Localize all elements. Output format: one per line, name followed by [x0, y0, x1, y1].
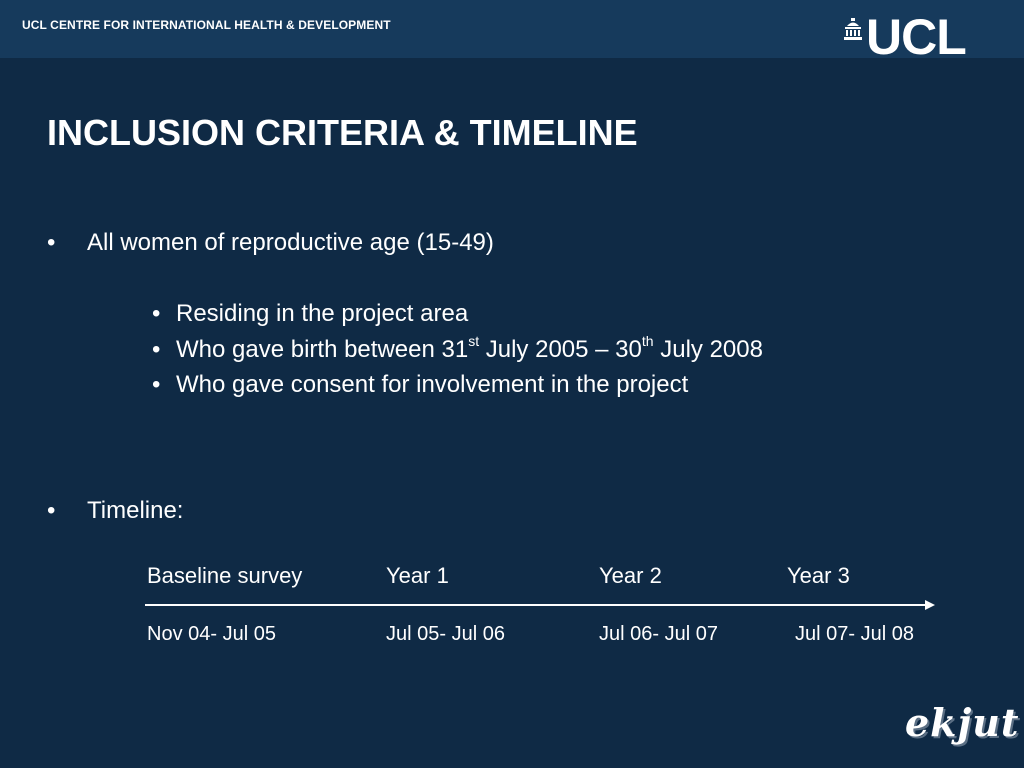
bullet-dot: • — [47, 229, 56, 256]
slide-title: INCLUSION CRITERIA & TIMELINE — [47, 112, 638, 153]
bullet-text: All women of reproductive age (15-49) — [87, 229, 494, 256]
timeline-date-year2: Jul 06- Jul 07 — [599, 623, 718, 645]
sub-bullet-text-post: July 2008 — [653, 336, 763, 363]
timeline-date-year3: Jul 07- Jul 08 — [795, 623, 914, 645]
org-name: UCL CENTRE FOR INTERNATIONAL HEALTH & DEVELOPMENT — [22, 18, 391, 32]
bullet-timeline — [47, 496, 184, 526]
sub-bullet-text-mid: July 2005 – 30 — [479, 336, 642, 363]
sub-bullet-birth — [152, 333, 763, 365]
timeline-date-year1: Jul 05- Jul 06 — [386, 623, 505, 645]
sub-bullet-text-pre: Who gave birth between 31 — [176, 336, 469, 363]
bullet-dot: • — [152, 300, 161, 327]
ucl-logo — [844, 9, 994, 65]
timeline-date-baseline: Nov 04- Jul 05 — [147, 623, 276, 645]
bullet-text: Timeline: — [87, 497, 184, 524]
bullet-women — [47, 228, 494, 258]
portico-icon — [844, 18, 862, 40]
ucl-logo-text: UCL — [866, 9, 966, 65]
timeline-label-year3: Year 3 — [787, 563, 850, 588]
timeline-label-year1: Year 1 — [386, 563, 449, 588]
timeline-label-baseline: Baseline survey — [147, 563, 303, 588]
sub-bullet-text: Who gave consent for involvement in the project — [176, 371, 689, 398]
bullet-dot: • — [152, 336, 161, 363]
timeline-arrow — [145, 598, 935, 612]
ordinal-suffix: th — [641, 333, 654, 349]
header-bar — [0, 0, 1024, 65]
timeline-label-year2: Year 2 — [599, 563, 662, 588]
ordinal-suffix: st — [468, 333, 480, 349]
bullet-dot: • — [47, 497, 56, 524]
sub-bullet-residing — [152, 299, 469, 329]
sub-bullet-text: Residing in the project area — [176, 300, 469, 327]
sub-bullet-consent — [152, 370, 689, 400]
bullet-dot: • — [152, 371, 161, 398]
ekjut-logo: ekjut — [905, 700, 1020, 745]
